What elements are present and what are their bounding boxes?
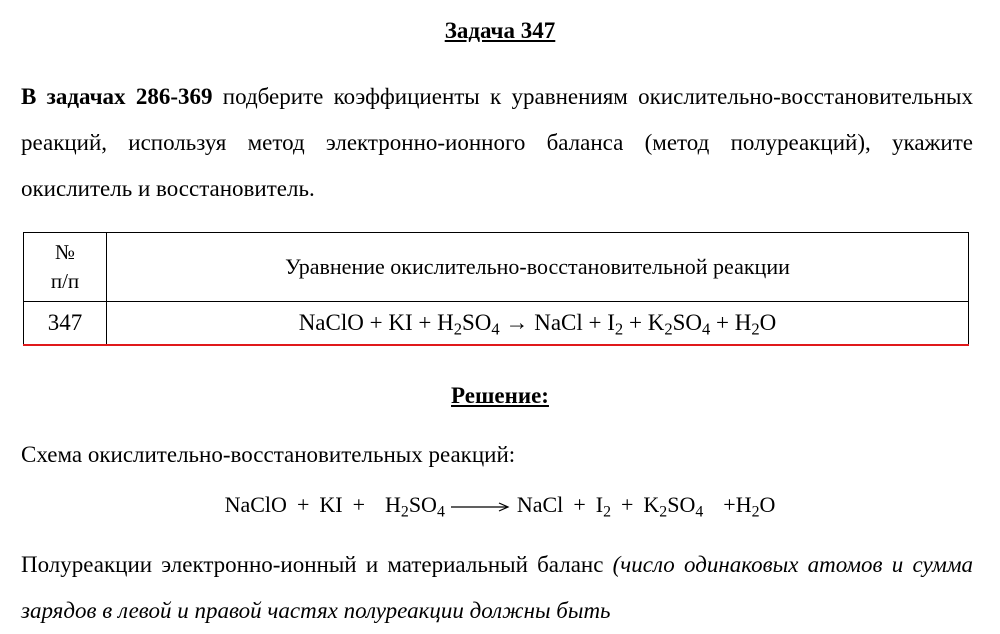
header-number: № п/п xyxy=(24,233,107,302)
row-number: 347 xyxy=(24,302,107,345)
table-header-row xyxy=(24,233,969,302)
row-equation: NaClO + KI + $H_2SO_4$ → NaCl + $I_2 + K_2SO_4 + H_2O$ xyxy=(107,302,969,345)
scheme-equation: NaClO + KI + $H_2SO_4$ NaCl + $I_2 + K_2SO_4 +H_2O$ xyxy=(224,492,776,521)
accent-underline xyxy=(23,344,969,346)
table-row xyxy=(24,302,969,345)
problem-title: Задача 347 xyxy=(444,18,556,43)
problem-range: В задачах 286-369 xyxy=(21,84,213,109)
reaction-arrow: → xyxy=(505,310,529,335)
half-reactions-text: Полуреакции электронно-ионный и материальный баланс (число одинаковых атомов и сумма зарядов в левой и правой частях полуреакции должны быть xyxy=(21,552,973,623)
solution-title: Решение: xyxy=(451,383,549,408)
problem-statement xyxy=(21,74,973,212)
long-arrow-icon xyxy=(449,501,511,513)
scheme-label: Схема окислительно-восстановительных реакций: xyxy=(21,442,516,467)
header-equation: Уравнение окислительно-восстановительной реакции xyxy=(107,233,969,302)
problem-text: подберите коэффициенты к уравнениям окислительно-восстановительных реакций, используя метод электронно-ионного баланса (метод полуреакций), укажите окислитель и восстановитель. xyxy=(21,84,974,201)
reaction-table xyxy=(23,232,969,346)
